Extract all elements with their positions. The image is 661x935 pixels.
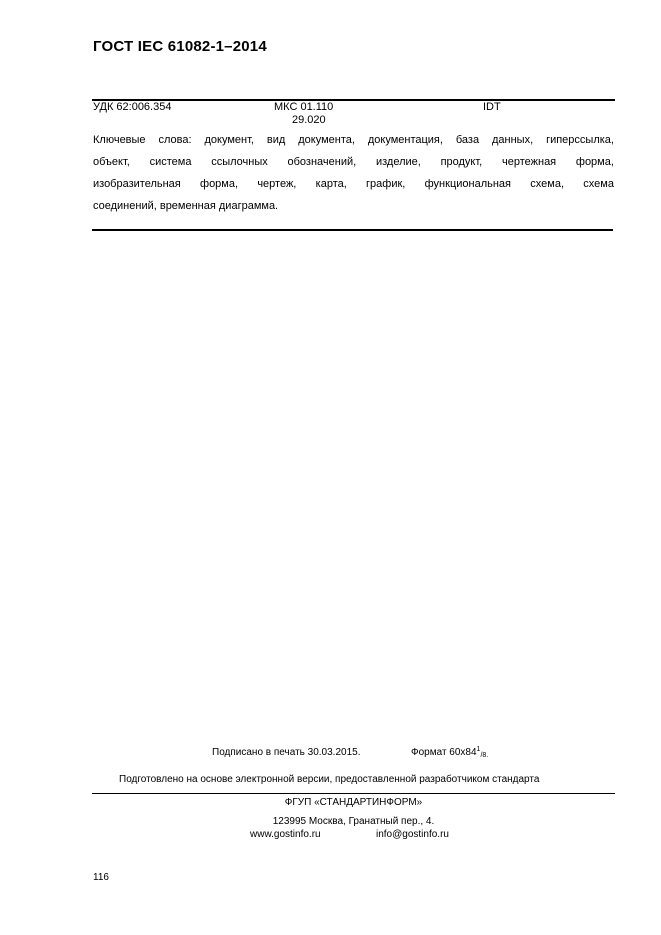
format-label: Формат 60x84 (411, 747, 477, 758)
keywords-divider (92, 229, 613, 231)
keyword-word: система (149, 156, 192, 168)
publisher-divider (92, 793, 615, 794)
keyword-word: функциональная (424, 178, 511, 190)
format-subscript: /8. (480, 752, 489, 759)
keyword-word: чертеж, (257, 178, 297, 190)
keyword-word: карта, (315, 178, 347, 190)
keyword-word: схема, (530, 178, 564, 190)
keyword-word: документ, (204, 134, 254, 146)
keyword-word: чертежная (502, 156, 557, 168)
keyword-word: схема (583, 178, 614, 190)
publisher-name: ФГУП «СТАНДАРТИНФОРМ» (284, 797, 423, 808)
keyword-word: гиперссылка, (546, 134, 614, 146)
keyword-word: данных, (491, 134, 534, 146)
keywords-line (93, 151, 614, 173)
keyword-word: вид (266, 134, 286, 146)
idt-label: IDT (483, 101, 501, 113)
keyword-word: база (455, 134, 480, 146)
format-superscript: 1 (476, 746, 481, 753)
keyword-word: ссылочных (211, 156, 268, 168)
keywords-paragraph (93, 129, 614, 217)
mks-code-2: 29.020 (292, 114, 326, 126)
udk-code: УДК 62:006.354 (93, 101, 172, 113)
keyword-word: продукт, (440, 156, 483, 168)
keyword-word: график, (366, 178, 406, 190)
publisher-address: 123995 Москва, Гранатный пер., 4. (272, 816, 435, 827)
keyword-word: изобразительная (93, 178, 181, 190)
keyword-word: объект, (93, 156, 130, 168)
document-title: ГОСТ IEC 61082-1–2014 (93, 38, 267, 55)
keyword-word: документация, (367, 134, 443, 146)
mks-code-1: МКС 01.110 (274, 101, 334, 113)
keyword-word: форма, (575, 156, 614, 168)
keyword-word: Ключевые (93, 134, 146, 146)
publisher-website: www.gostinfo.ru (250, 829, 321, 840)
signed-date: Подписано в печать 30.03.2015. (212, 747, 361, 758)
page-number: 116 (93, 872, 109, 883)
publisher-email: info@gostinfo.ru (376, 829, 449, 840)
keyword-word: документа, (298, 134, 355, 146)
keywords-last-line: соединений, временная диаграмма. (93, 200, 279, 212)
prepared-note: Подготовлено на основе электронной версии, предоставленной разработчиком стандарта (119, 774, 540, 785)
paper-format (411, 747, 488, 758)
keyword-word: форма, (200, 178, 239, 190)
keyword-word: обозначений, (287, 156, 357, 168)
keywords-line (93, 173, 614, 195)
keywords-line (93, 129, 614, 151)
keyword-word: изделие, (375, 156, 421, 168)
keyword-word: слова: (158, 134, 192, 146)
